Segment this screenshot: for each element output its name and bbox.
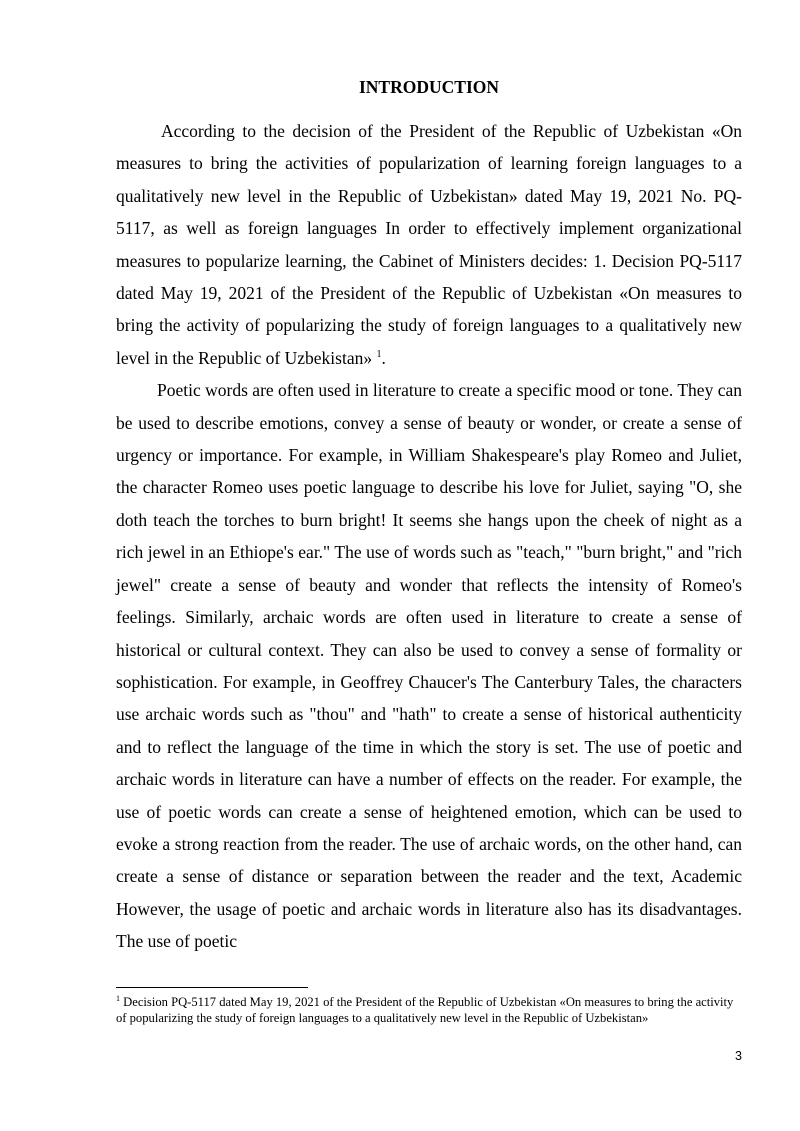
paragraph-poetic-words: Poetic words are often used in literature to create a specific mood or tone. They can be used to describe emotions, convey a sense of beauty or wonder, or create a sense of urgency or importance. For example, in William Shakespeare's play Romeo and Juliet, the character Romeo uses poetic language to describe his love for Juliet, saying "O, she doth teach the torches to burn bright! It seems she hangs upon the cheek of night as a rich jewel in an Ethiope's ear." The use of words such as "teach," "burn bright," and "rich jewel" create a sense of beauty and wonder that reflects the intensity of Romeo's feelings. Similarly, archaic words are often used in literature to create a sense of historical or cultural context. They can also be used to convey a sense of formality or sophistication. For example, in Geoffrey Chaucer's The Canterbury Tales, the characters use archaic words such as "thou" and "hath" to create a sense of historical authenticity and to reflect the language of the time in which the story is set. The use of poetic and archaic words in literature can have a number of effects on the reader. For example, the use of poetic words can create a sense of heightened emotion, which can be used to evoke a strong reaction from the reader. The use of archaic words, on the other hand, can create a sense of distance or separation between the reader and the text, Academic However, the usage of poetic and archaic words in literature also has its disadvantages. The use of poetic [116,380,742,952]
paragraph-intro [116,115,742,374]
body-text [116,115,742,958]
footnote-separator [116,987,308,988]
footnote-marker: 1 [116,993,120,1003]
footnote-reference[interactable]: 1 [376,349,382,361]
page-number: 3 [735,1049,742,1063]
footnote [116,995,742,1027]
footnote-text: Decision PQ-5117 dated May 19, 2021 of the President of the Republic of Uzbekistan «On measures to bring the activity of popularizing the study of foreign languages to a qualitatively new level in the Republic of Uzbekistan» [116,995,734,1025]
paragraph-intro-end: . [381,347,386,368]
page-title: INTRODUCTION [358,77,500,97]
paragraph-intro-text: According to the decision of the President of the Republic of Uzbekistan «On measures to bring the activities of popularization of learning foreign languages to a qualitatively new level in the Republic of Uzbekistan» dated May 19, 2021 No. PQ-5117, as well as foreign languages In order to effectively implement organizational measures to popularize learning, the Cabinet of Ministers decides: 1. Decision PQ-5117 dated May 19, 2021 of the President of the Republic of Uzbekistan «On measures to bring the activity of popularizing the study of foreign languages to a qualitatively new level in the Republic of Uzbekistan» [116,121,742,368]
